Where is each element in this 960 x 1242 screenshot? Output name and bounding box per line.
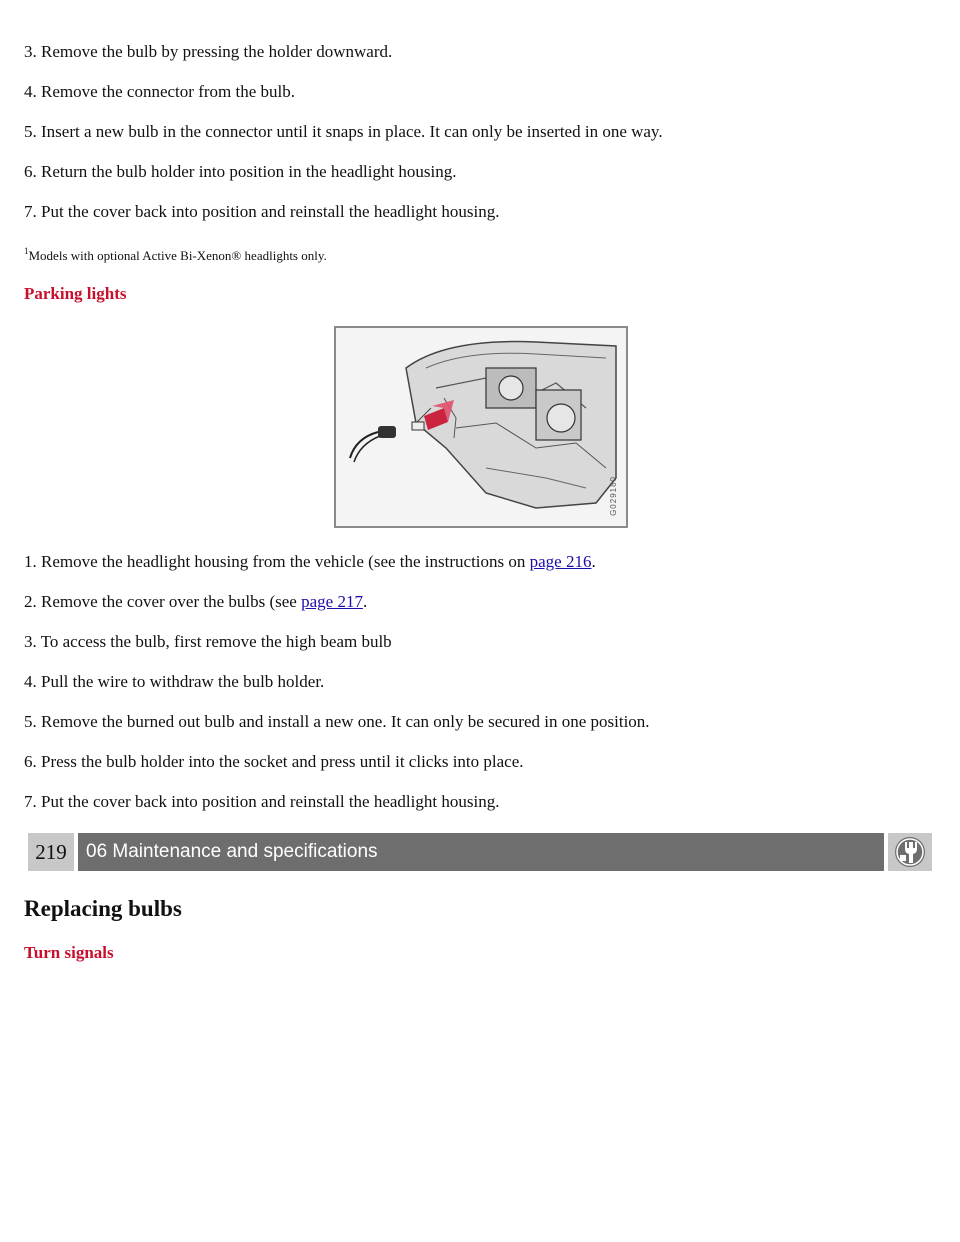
- step-text: [24, 551, 596, 573]
- section-title: Replacing bulbs: [24, 896, 182, 921]
- step-text: 3. To access the bulb, first remove the high beam bulb: [24, 632, 392, 651]
- parking-lights-heading: Parking lights: [24, 284, 127, 303]
- page-216-link[interactable]: page 216: [529, 552, 592, 571]
- chapter-banner: [28, 833, 932, 871]
- footnote: [24, 242, 327, 265]
- step-text: 4. Pull the wire to withdraw the bulb holder.: [24, 672, 325, 691]
- step-text: 6. Press the bulb holder into the socket and press until it clicks into place.: [24, 752, 524, 771]
- page-number: 219: [28, 833, 74, 871]
- step-text-suffix: .: [591, 552, 596, 571]
- page-217-link[interactable]: page 217: [301, 592, 363, 611]
- step-text-part: 2. Remove the cover over the bulbs (see: [24, 592, 302, 611]
- headlight-illustration: [334, 326, 628, 528]
- step-text-part: 1. Remove the headlight housing from the vehicle (see the instructions on: [24, 552, 530, 571]
- chapter-title: 06 Maintenance and specifications: [78, 833, 884, 871]
- step-text-suffix: .: [362, 592, 368, 611]
- footnote-marker: 1: [24, 246, 29, 256]
- step-text: 5. Insert a new bulb in the connector until it snaps in place. It can only be inserted in one way.: [24, 122, 663, 141]
- figure-code: G029180: [609, 476, 618, 516]
- step-text: 7. Put the cover back into position and reinstall the headlight housing.: [24, 792, 500, 811]
- footnote-text: Models with optional Active Bi-Xenon® headlights only.: [28, 248, 327, 263]
- wrench-icon: [888, 833, 932, 871]
- headlight-drawing: [336, 328, 626, 526]
- step-text: 7. Put the cover back into position and reinstall the headlight housing.: [24, 202, 500, 221]
- step-text: 4. Remove the connector from the bulb.: [24, 82, 295, 101]
- step-text: [24, 591, 367, 613]
- turn-signals-heading: Turn signals: [24, 943, 114, 962]
- step-text: 3. Remove the bulb by pressing the holder downward.: [24, 42, 393, 61]
- step-text: 5. Remove the burned out bulb and install a new one. It can only be secured in one position.: [24, 712, 650, 731]
- step-text: 6. Return the bulb holder into position in the headlight housing.: [24, 162, 457, 181]
